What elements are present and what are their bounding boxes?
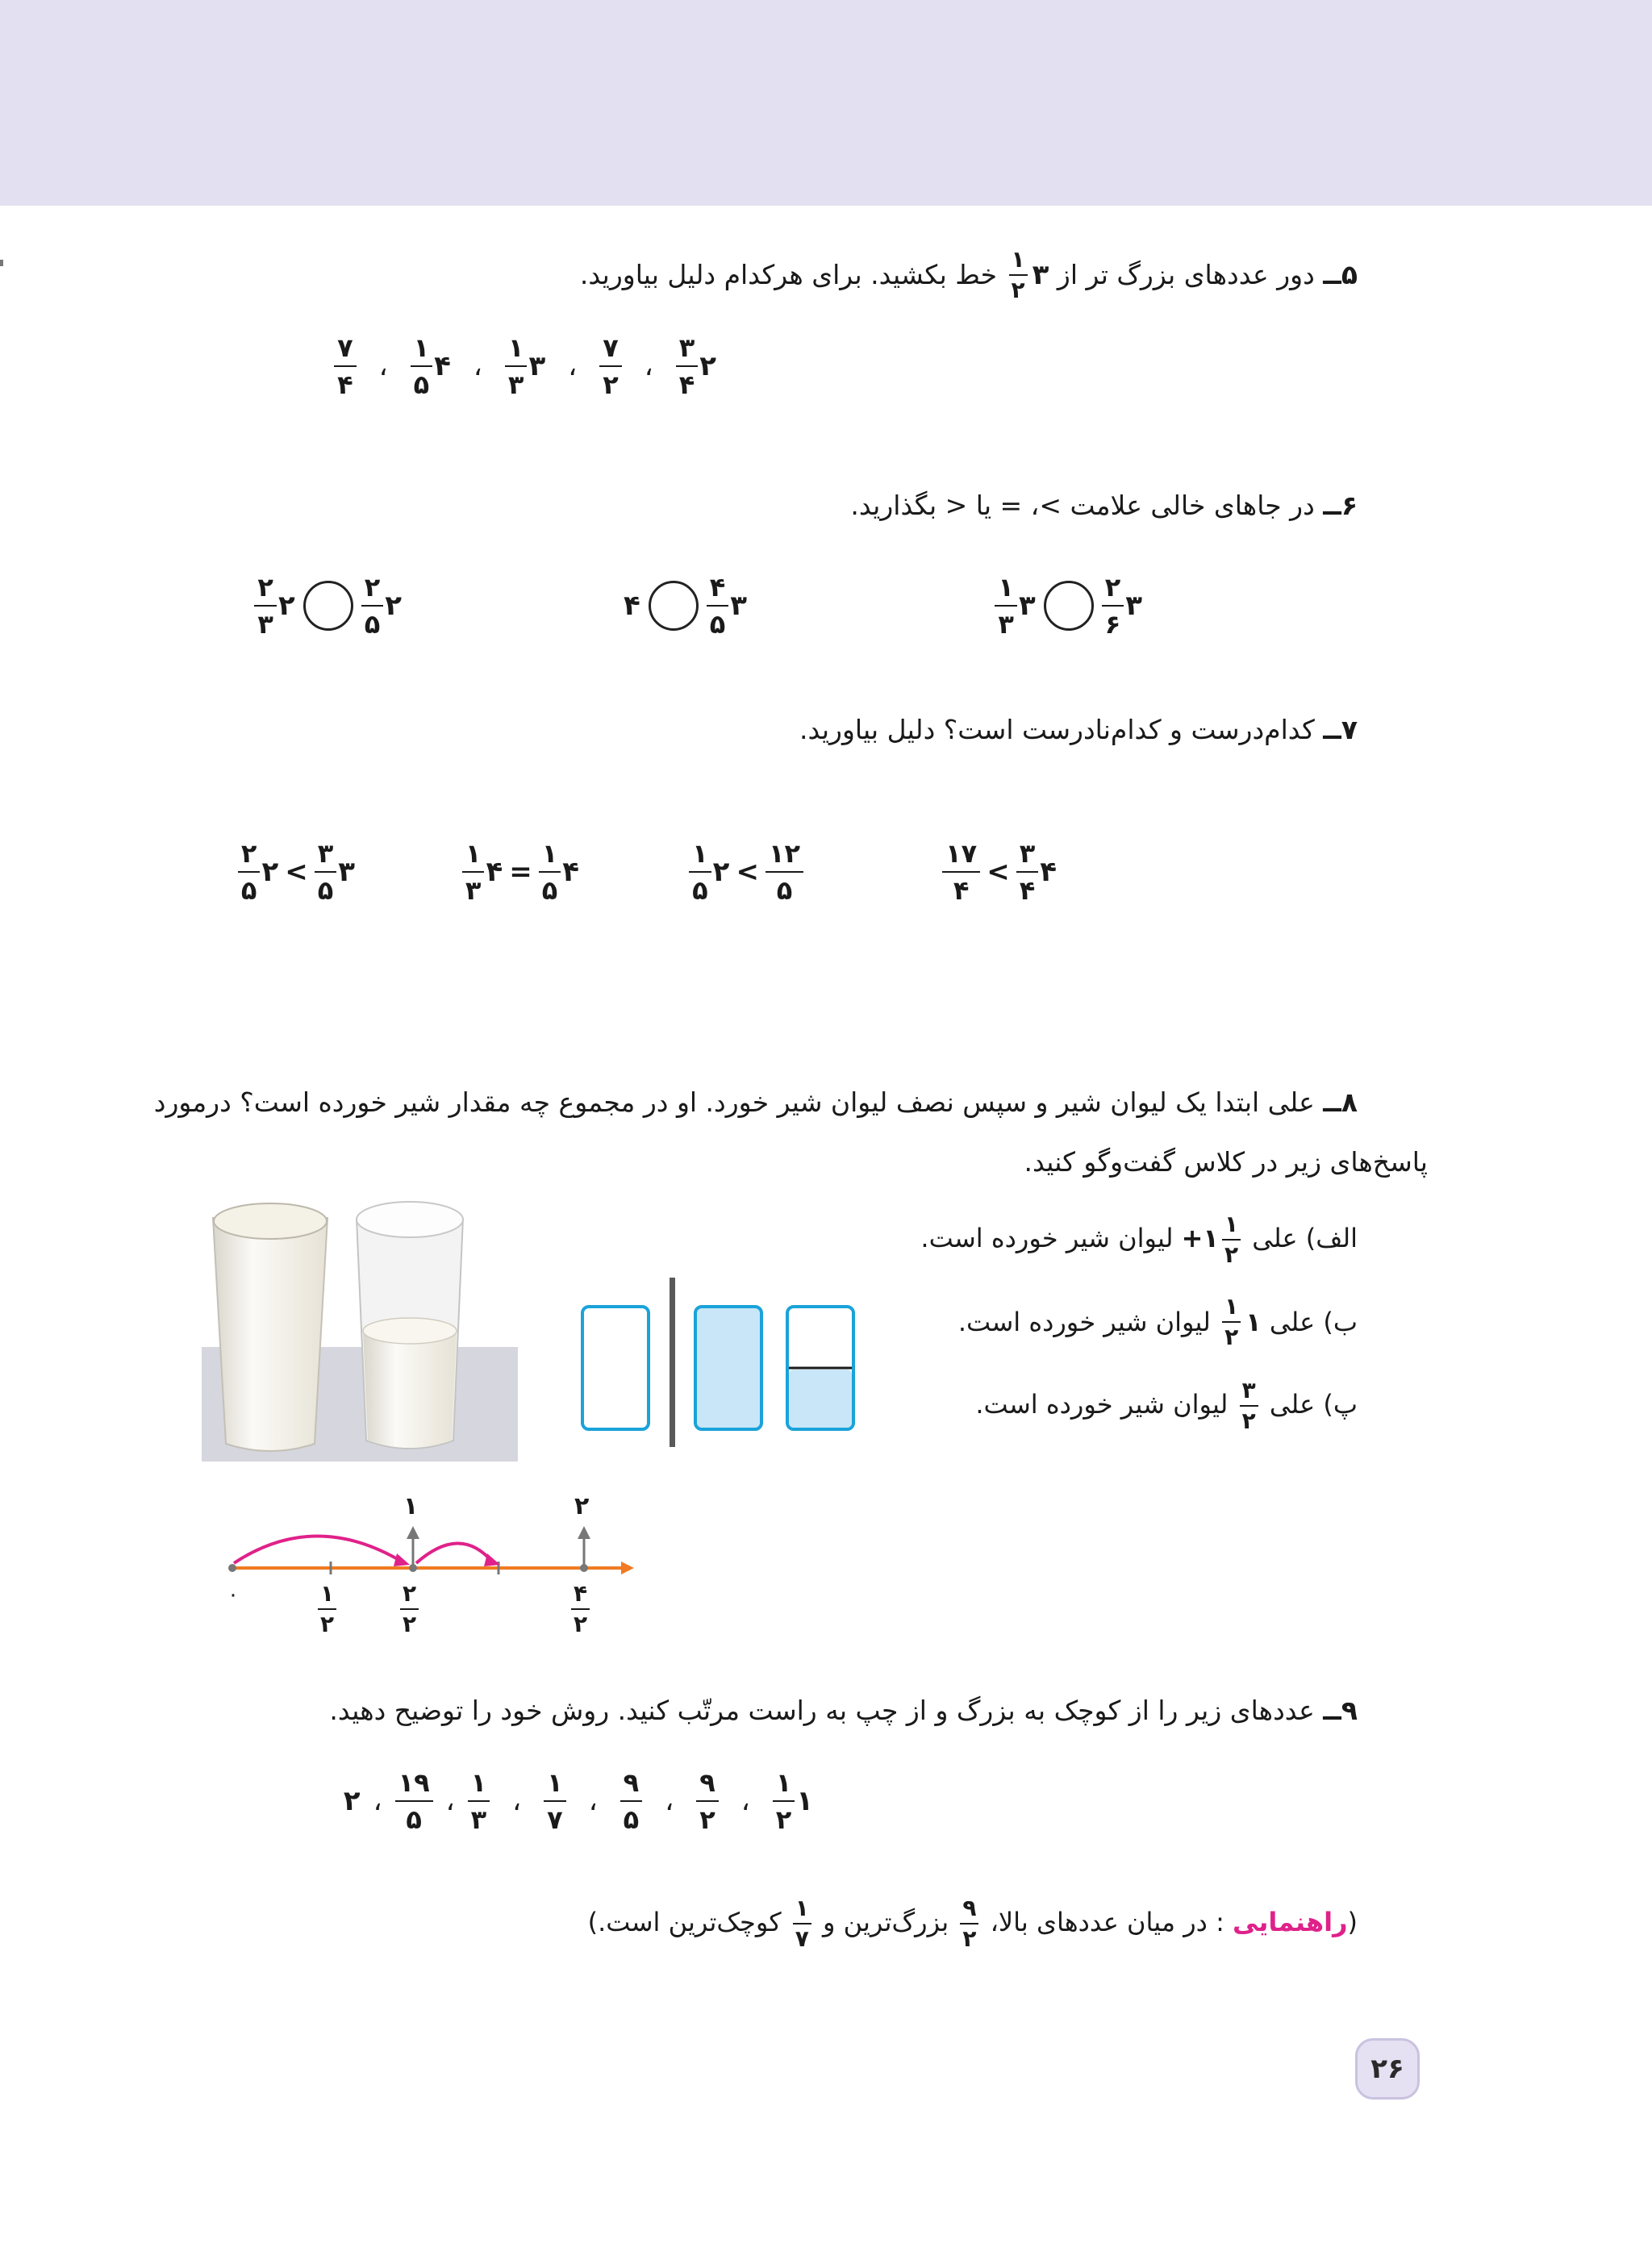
question-number: ۶ــ [1323,490,1358,521]
header-band [0,0,1652,206]
label-two: ۲ [574,1492,590,1520]
number-line [218,1492,653,1662]
question-number: ۹ــ [1323,1695,1358,1726]
question-text: دور عددهای بزرگ تر از [1057,259,1315,290]
q5-item: $\frac{۷}{۲}$ [599,335,622,398]
q9-item: $\frac{۱۹}{۵}$ [395,1770,433,1833]
question-9 [329,1689,1358,1733]
q6-pair: ۳ $\frac{۲}{۶}$ ۳ $\frac{۱}{۳}$ [995,574,1142,637]
answer-b: ب) علی ۱ $\frac{۱}{۲}$ لیوان شیر خورده است. [957,1293,1358,1350]
label-four-halves: ۴ ۲ [571,1583,590,1636]
page-number: ۲۶ [1355,2038,1420,2100]
q7-statement: ۴ $\frac{۳}{۴}$ > $\frac{۱۷}{۴}$ [942,840,1057,903]
q7-statement: $\frac{۱۲}{۵}$ > ۲ $\frac{۱}{۵}$ [689,840,803,903]
question-number: ۸ــ [1323,1086,1358,1118]
separator: ، [568,350,578,382]
separator: ، [473,350,482,382]
label-one: ۱ [403,1492,419,1520]
hint: (راهنمایی : در میان عددهای بالا، $\frac{۹}{۲}$ بزرگ‌ترین و $\frac{۱}{۷}$ کوچک‌ترین است.) [587,1895,1358,1952]
question-text: در جاهای خالی علامت >، = یا < بگذارید. [850,490,1315,521]
q5-number-list [334,332,716,400]
q5-item: ۲ $\frac{۳}{۴}$ [676,335,716,398]
q9-item: ۲ [343,1785,361,1817]
label-two-halves: ۲ ۲ [400,1583,419,1636]
question-number: ۵ــ [1323,259,1358,290]
q9-number-list: ۱ $\frac{۱}{۲}$ ، $\frac{۹}{۲}$ ، $\frac{۹}{۵}$ ، $\frac{۱}{۷}$ ، $\frac{۱}{۳}$ ، $\frac{۱۹}{۵}$ ، ۲ [343,1767,813,1835]
question-8-line2: پاسخ‌های زیر در کلاس گفت‌وگو کنید. [1024,1146,1428,1178]
comparison-blank[interactable] [1044,581,1094,631]
label-zero: ۰ [227,1583,239,1607]
question-text: کدام‌درست و کدام‌نادرست است؟ دلیل بیاورید. [799,714,1315,745]
answer-a: الف) علی $\frac{۱}{۲}$ ۱+ لیوان شیر خورده است. [920,1211,1358,1268]
question-5 [580,248,1358,302]
milk-glasses-image [202,1194,518,1462]
answer-c: پ) علی $\frac{۳}{۲}$ لیوان شیر خورده است. [975,1377,1358,1434]
question-text-2: خط بکشید. برای هرکدام دلیل بیاورید. [579,259,998,290]
reference-number: ۳ $\frac{۱}{۲}$ [1006,248,1049,302]
question-text: عددهای زیر را از کوچک به بزرگ و از چپ به راست مرتّب کنید. روش خود را توضیح دهید. [329,1695,1315,1726]
q9-item: $\frac{۹}{۵}$ [620,1770,643,1833]
separator: ، [378,350,388,382]
q9-item: $\frac{۱}{۷}$ [544,1770,566,1833]
comparison-blank[interactable] [303,581,353,631]
question-7 [799,708,1358,752]
question-8 [154,1081,1358,1124]
question-text: علی ابتدا یک لیوان شیر و سپس نصف لیوان شیر خورد. او در مجموع چه مقدار شیر خورده است؟ درمورد [153,1086,1315,1118]
q9-item: $\frac{۱}{۳}$ [468,1770,490,1833]
q5-item: $\frac{۷}{۴}$ [334,335,357,398]
q6-pair: ۳ $\frac{۴}{۵}$ ۴ [623,572,747,640]
q5-item: ۳ $\frac{۱}{۳}$ [505,335,545,398]
q9-item: ۱ $\frac{۱}{۲}$ [773,1770,813,1833]
question-6 [850,484,1358,528]
cup-model-diagram [573,1274,863,1452]
separator: ، [644,350,653,382]
hint-label: راهنمایی [1233,1907,1348,1937]
empty-cup [582,1307,649,1429]
q7-statement: ۴ $\frac{۱}{۵}$ = ۴ $\frac{۱}{۳}$ [462,840,579,903]
margin-mark [0,260,3,266]
label-half: ۱ ۲ [318,1583,336,1636]
question-number: ۷ــ [1323,714,1358,745]
full-cup [695,1307,761,1429]
q9-item: $\frac{۹}{۲}$ [696,1770,719,1833]
q7-statement: ۳ $\frac{۳}{۵}$ > ۲ $\frac{۲}{۵}$ [238,840,355,903]
comparison-blank[interactable] [649,581,699,631]
q5-item: ۴ $\frac{۱}{۵}$ [411,335,451,398]
divider-line [670,1278,675,1447]
q6-pair: ۲ $\frac{۲}{۵}$ ۲ $\frac{۲}{۳}$ [254,574,402,637]
